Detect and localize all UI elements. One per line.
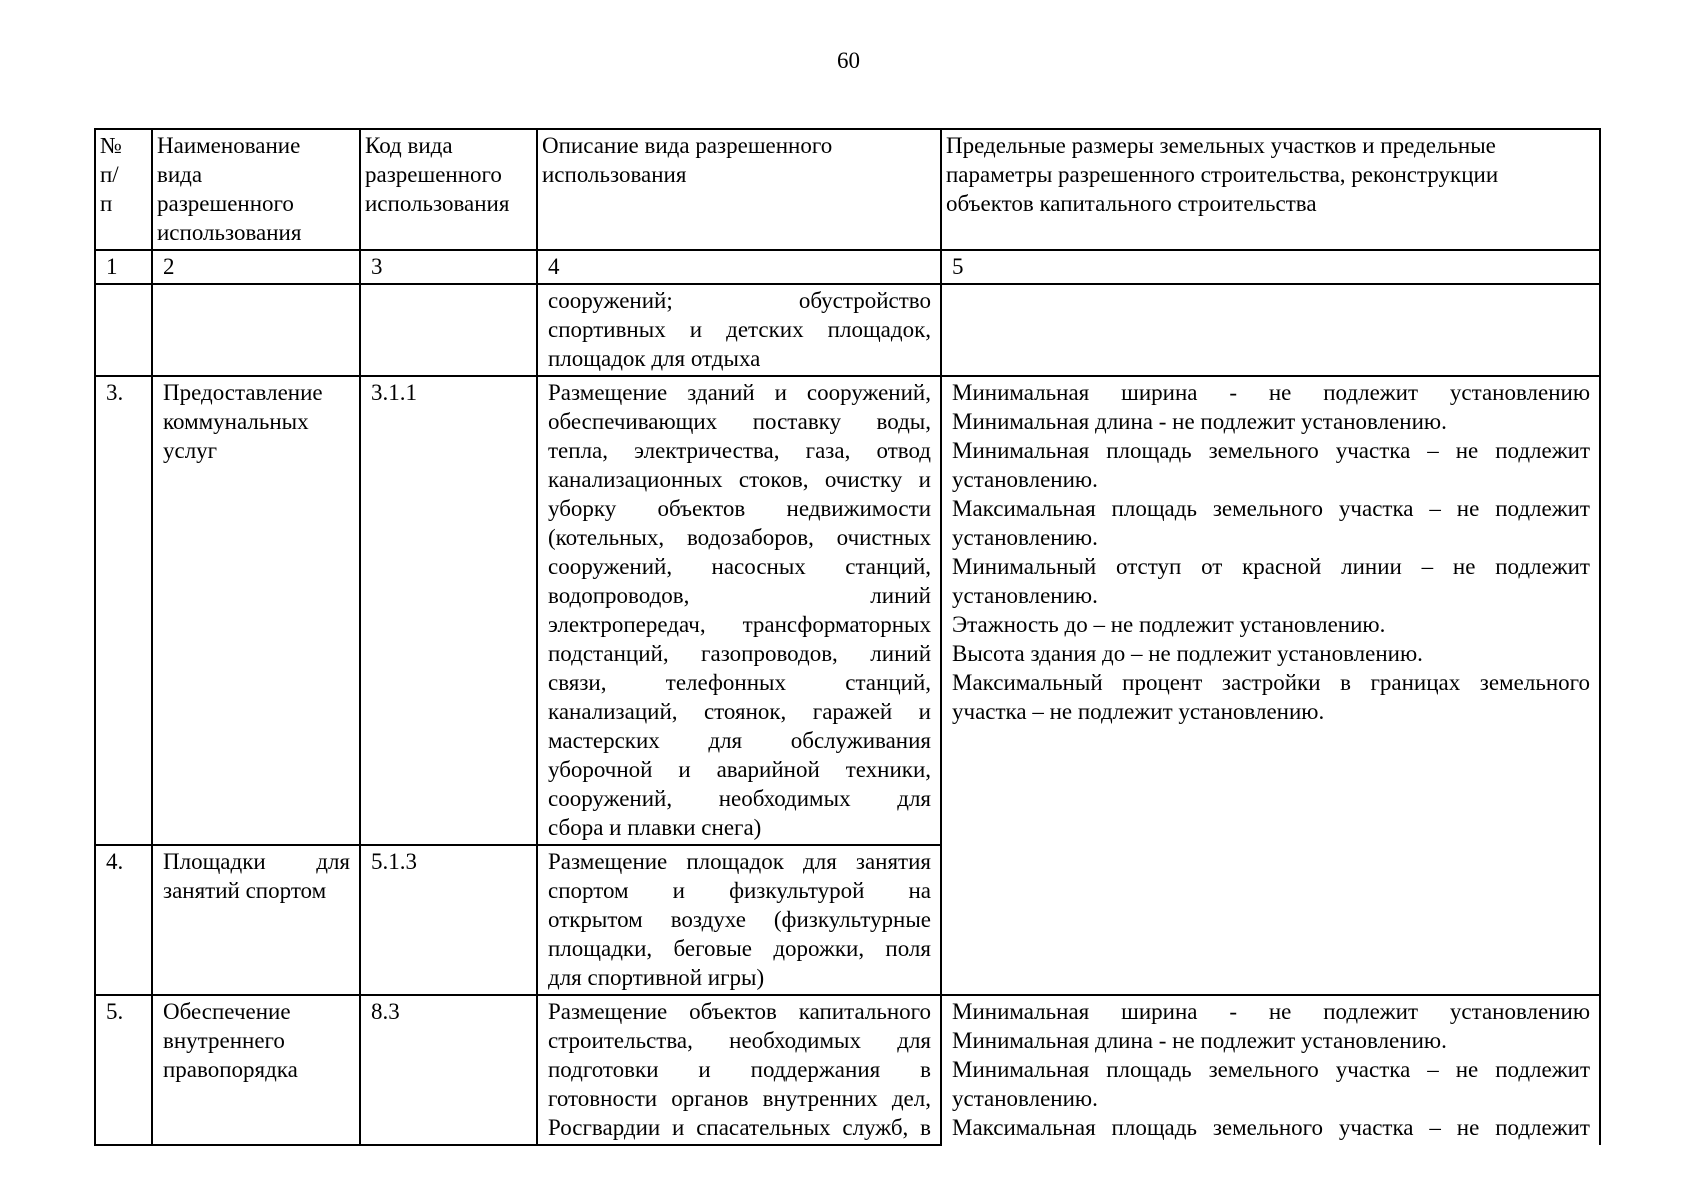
text-line: Минимальный отступ от красной линии – не подлежит	[952, 554, 1590, 579]
text-line: сбора и плавки снега)	[548, 815, 762, 840]
paragraph	[548, 378, 931, 842]
text-line: Высота здания до – не подлежит установлению.	[952, 641, 1423, 666]
paragraph	[952, 610, 1590, 639]
text-line: установлению.	[952, 467, 1098, 492]
paragraph	[548, 997, 931, 1142]
text-line: канализационных стоков, очистку и	[548, 467, 931, 492]
text-line: Росгвардии и спасательных служб, в	[548, 1115, 931, 1140]
index-cell-5: 5	[941, 250, 1600, 284]
cont-cell-num	[95, 284, 152, 376]
paragraph	[163, 997, 350, 1084]
text-line: Предельные размеры земельных участков и предельные	[946, 133, 1496, 158]
index-cell-2: 2	[152, 250, 360, 284]
row3-cell-code: 3.1.1	[360, 376, 537, 845]
paragraph	[952, 1026, 1590, 1055]
index-cell-3: 3	[360, 250, 537, 284]
cont-cell-limits	[941, 284, 1600, 376]
text-line: уборку объектов недвижимости	[548, 496, 931, 521]
text-line: связи, телефонных станций,	[548, 670, 931, 695]
text-line: Обеспечение	[163, 999, 291, 1024]
text-line: Размещение площадок для занятия	[548, 849, 931, 874]
cont-cell-name	[152, 284, 360, 376]
text-line: подстанций, газопроводов, линий	[548, 641, 931, 666]
row3-cell-name	[152, 376, 360, 845]
text-line: п	[100, 191, 113, 216]
text-line: открытом воздухе (физкультурные	[548, 907, 931, 932]
text-line: сооружений; обустройство	[548, 288, 931, 313]
text-line: установлению.	[952, 525, 1098, 550]
table-row-3	[95, 376, 1600, 845]
text-line: Максимальная площадь земельного участка – не подлежит	[952, 1115, 1590, 1140]
text-line: использования	[542, 162, 687, 187]
text-line: услуг	[163, 438, 218, 463]
paragraph	[952, 1113, 1590, 1142]
text-line: использования	[157, 220, 302, 245]
text-line: уборочной и аварийной техники,	[548, 757, 931, 782]
text-line: вида	[157, 162, 203, 187]
page-number: 60	[837, 48, 860, 73]
header-cell-code	[360, 129, 537, 250]
text-line: Этажность до – не подлежит установлению.	[952, 612, 1386, 637]
text-line: разрешенного	[365, 162, 502, 187]
text-line: подготовки и поддержания в	[548, 1057, 931, 1082]
text-line: готовности органов внутренних дел,	[548, 1086, 931, 1111]
text-line: Описание вида разрешенного	[542, 133, 833, 158]
column-index-row	[95, 250, 1600, 284]
text-line: тепла, электричества, газа, отвод	[548, 438, 931, 463]
text-line: строительства, необходимых для	[548, 1028, 931, 1053]
header-cell-description	[537, 129, 941, 250]
index-cell-1: 1	[95, 250, 152, 284]
paragraph	[952, 668, 1590, 726]
text-line: Минимальная площадь земельного участка – не подлежит	[952, 438, 1590, 463]
text-line: сооружений, насосных станций,	[548, 554, 931, 579]
table-row-5	[95, 995, 1600, 1145]
text-line: Максимальная площадь земельного участка – не подлежит	[952, 496, 1590, 521]
text-line: внутреннего	[163, 1028, 285, 1053]
paragraph	[548, 286, 931, 373]
row4-cell-code: 5.1.3	[360, 845, 537, 995]
text-line: площадки, беговые дорожки, поля	[548, 936, 931, 961]
text-line: Максимальный процент застройки в границах земельного	[952, 670, 1590, 695]
text-line: правопорядка	[163, 1057, 298, 1082]
row5-cell-description	[537, 995, 941, 1145]
header-cell-num	[95, 129, 152, 250]
paragraph	[952, 436, 1590, 494]
text-line: №	[100, 133, 122, 158]
text-line: спортом и физкультурой на	[548, 878, 931, 903]
header-cell-limits	[941, 129, 1600, 250]
text-line: Код вида	[365, 133, 453, 158]
text-line: Минимальная длина - не подлежит установлению.	[952, 1028, 1447, 1053]
text-line: (котельных, водозаборов, очистных	[548, 525, 931, 550]
table-row-continuation	[95, 284, 1600, 376]
text-line: канализаций, стоянок, гаражей и	[548, 699, 931, 724]
row3-row4-cell-limits	[941, 376, 1600, 995]
text-line: Предоставление	[163, 380, 323, 405]
cont-cell-description	[537, 284, 941, 376]
text-line: Минимальная ширина - не подлежит установлению	[952, 380, 1590, 405]
text-line: площадок для отдыха	[548, 346, 761, 371]
paragraph	[952, 997, 1590, 1026]
text-line: Размещение объектов капитального	[548, 999, 931, 1024]
row5-cell-code: 8.3	[360, 995, 537, 1145]
text-line: занятий спортом	[163, 878, 327, 903]
paragraph	[952, 1055, 1590, 1113]
text-line: объектов капитального строительства	[946, 191, 1317, 216]
text-line: Минимальная длина - не подлежит установлению.	[952, 409, 1447, 434]
row3-cell-description	[537, 376, 941, 845]
row5-cell-num: 5.	[95, 995, 152, 1145]
table-header-row	[95, 129, 1600, 250]
row4-cell-num: 4.	[95, 845, 152, 995]
row4-cell-name	[152, 845, 360, 995]
cont-cell-code	[360, 284, 537, 376]
land-use-table	[94, 128, 1601, 1146]
paragraph	[548, 847, 931, 992]
text-line: мастерских для обслуживания	[548, 728, 931, 753]
text-line: использования	[365, 191, 510, 216]
text-line: участка – не подлежит установлению.	[952, 699, 1325, 724]
paragraph	[952, 639, 1590, 668]
text-line: разрешенного	[157, 191, 294, 216]
text-line: Площадки для	[163, 849, 350, 874]
text-line: Минимальная ширина - не подлежит установлению	[952, 999, 1590, 1024]
index-cell-4: 4	[537, 250, 941, 284]
text-line: Минимальная площадь земельного участка – не подлежит	[952, 1057, 1590, 1082]
row3-cell-num: 3.	[95, 376, 152, 845]
row4-cell-description	[537, 845, 941, 995]
text-line: установлению.	[952, 1086, 1098, 1111]
paragraph	[952, 494, 1590, 552]
text-line: водопроводов, линий	[548, 583, 931, 608]
paragraph	[952, 552, 1590, 610]
text-line: Наименование	[157, 133, 301, 158]
text-line: спортивных и детских площадок,	[548, 317, 931, 342]
row5-cell-name	[152, 995, 360, 1145]
paragraph	[163, 378, 350, 465]
text-line: коммунальных	[163, 409, 309, 434]
header-cell-name	[152, 129, 360, 250]
text-line: Размещение зданий и сооружений,	[548, 380, 931, 405]
paragraph	[952, 407, 1590, 436]
text-line: электропередач, трансформаторных	[548, 612, 931, 637]
text-line: п/	[100, 162, 119, 187]
paragraph	[952, 378, 1590, 407]
text-line: сооружений, необходимых для	[548, 786, 931, 811]
text-line: параметры разрешенного строительства, реконструкции	[946, 162, 1499, 187]
text-line: обеспечивающих поставку воды,	[548, 409, 931, 434]
paragraph	[163, 847, 350, 905]
text-line: для спортивной игры)	[548, 965, 765, 990]
row5-cell-limits	[941, 995, 1600, 1145]
text-line: установлению.	[952, 583, 1098, 608]
